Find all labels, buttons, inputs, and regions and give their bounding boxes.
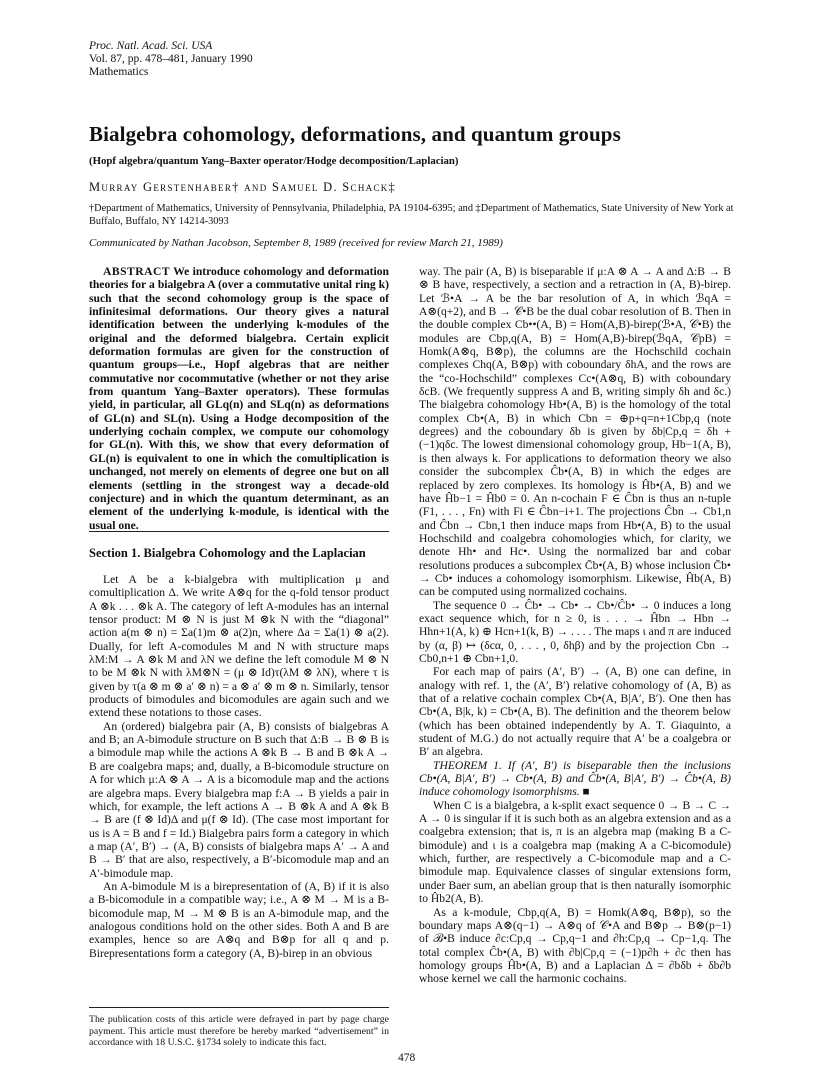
paragraph: An A-bimodule M is a birepresentation of (A, B) if it is also a B-bicomodule in a compatible way; i.e., A ⊗ M → M is a B-bicomodule map, M → M ⊗ B is an A-bimodule map, and the analogous conditions hold on the other sides. Both A and B are examples, hence so are A⊗q and B⊗p for all q and p. Birepresentations form a category (A, B)-birep in an obvious <box>89 879 389 960</box>
right-column <box>419 265 731 986</box>
paragraph: Let A be a k-bialgebra with multiplication μ and comultiplication Δ. We write A⊗q for the q-fold tensor product A ⊗k . . . ⊗k A. The category of left A-modules has an internal tensor product: M ⊗ N is just M ⊗k N with the “diagonal” action a(m ⊗ n) = Σa(1)m ⊗ a(2)n, where Δa = Σa(1) ⊗ a(2). Dually, for left A-comodules M and N with structure maps λM:M → A ⊗k M and λN we define the left comodule M ⊗ N to be M ⊗k N with λM⊗N = (μ ⊗ Id)τ(λM ⊗ λN), where τ is given by τ(a ⊗ m ⊗ a′ ⊗ n) = a ⊗ a′ ⊗ m ⊗ n. Similarly, tensor products of bimodules and bicomodules are again such and we extend these notations to those cases. <box>89 573 389 720</box>
section1-body <box>89 573 389 960</box>
abstract-label: ABSTRACT <box>103 265 171 278</box>
abstract-divider <box>89 531 389 532</box>
volume-line: Vol. 87, pp. 478–481, January 1990 <box>89 53 253 65</box>
paragraph: When C is a bialgebra, a k-split exact sequence 0 → B → C → A → 0 is singular if it is such both as an algebra extension and as a coalgebra extension; that is, π is an algebra map (making B a C-bimodule) and ι is a coalgebra map (making A a C-bicomodule) which, further, are respectively a C-bicomodule map and a C-bimodule map. Equivalence classes of singular extensions form, under Baer sum, an abelian group that is then naturally isomorphic to Ĥb2(A, B). <box>419 798 731 906</box>
section-heading: Section 1. Bialgebra Cohomology and the Laplacian <box>89 546 366 560</box>
page-number: 478 <box>398 1052 416 1064</box>
paragraph: As a k-module, Cbp,q(A, B) = Homk(A⊗q, B⊗p), so the boundary maps A⊗(q−1) → A⊗q of 𝒞•A and B⊗p → B⊗(p−1) of ℬ•B induce ∂c:Cp,q → Cp,q−1 and ∂h:Cp,q → Cp−1,q. The total complex Ĉb•(A, B) with ∂b|Cp,q = (−1)p∂h + ∂c then has homology groups Ĥb•(A, B) and a Laplacian Δ = ∂bδb + δb∂b whose kernel we call the harmonic cochains. <box>419 905 731 986</box>
abstract <box>89 265 389 532</box>
subject: Mathematics <box>89 66 149 78</box>
communicated-by: Communicated by Nathan Jacobson, September 8, 1989 (received for review March 21, 1989) <box>89 237 503 249</box>
journal-name: Proc. Natl. Acad. Sci. USA <box>89 40 213 52</box>
affiliation: †Department of Mathematics, University of Pennsylvania, Philadelphia, PA 19104-6395; and ‡Department of Mathematics, State University of New York at Buffalo, Buffalo, NY 14214-3093 <box>89 203 734 227</box>
journal-header <box>89 40 253 79</box>
authors: Murray Gerstenhaber† and Samuel D. Schack‡ <box>89 180 397 194</box>
abstract-text: We introduce cohomology and deformation theories for a bialgebra A (over a commutative unital ring k) such that the second cohomology group is the space of infinitesimal deformations. Our theory gives a natural identification between the underlying k-modules of the original and the deformed bialgebra. Certain explicit deformation formulas are given for the construction of quantum groups—i.e., Hopf algebras that are neither commutative nor cocommutative (whether or not they arise from quantum Yang–Baxter operators). These formulas yield, in particular, all GLq(n) and SLq(n) as deformations of GL(n) and SL(n). Using a Hodge decomposition of the underlying cochain complex, we compute our cohomology for GL(n). With this, we show that every deformation of GL(n) is equivalent to one in which the comultiplication is unchanged, not merely on elements of degree one but on all elements (settling in the strongest way a decade-old conjecture) and in which the quantum determinant, as an element of the underlying k-module, is identical with the usual one. <box>89 265 389 532</box>
paragraph: way. The pair (A, B) is biseparable if μ:A ⊗ A → A and Δ:B → B ⊗ B have, respectively, a section and a retraction in (A, B)-birep. Let ℬ•A → A be the bar resolution of A, in which ℬqA = A⊗(q+2), and B → 𝒞•B be the dual cobar resolution of B. Then in the double complex Cb••(A, B) = Hom(A,B)-birep(ℬ•A, 𝒞•B) the modules are Cbp,q(A, B) = Hom(A,B)-birep(ℬqA, 𝒞pB) = Homk(A⊗q, B⊗p), the columns are the Hochschild cochain complexes Chq(A, B⊗p) with coboundary δhA, and the rows are the “co-Hochschild” complexes Cc•(A⊗q, B) with coboundary δcB. (We frequently suppress A and B, writing simply δh and δc.) The bialgebra cohomology Hb•(A, B) is the homology of the total complex Cb•(A, B) in which Cbn = ⊕p+q=n+1Cbp,q (note degrees) and the coboundary δb is given by δb|Cp,q = δh + (−1)qδc. The lowest dimensional cohomology group, Hb−1(A, B), is then always k. For applications to deformation theory we also consider the subcomplex Ĉb•(A, B) in which the edges are replaced by zero complexes. Its homology is Ĥb•(A, B) and we have Ĥb−1 = Ĥb0 = 0. An n-cochain F ∈ Ĉbn is thus an n-tuple (F1, . . . , Fn) with Fi ∈ Ĉbn−i+1. The projections Ĉbn → Cb1,n and Ĉbn → Cbn,1 then induce maps from Hb•(A, B) to the usual Hochschild and coalgebra cohomologies which, for clarity, we denote Hh• and Hc•. Using the normalized bar and cobar resolutions produces a subcomplex C̄b•(A, B) whose inclusion C̄b• → Cb• induces a cohomology isomorphism. Likewise, Ĥb(A, B) can be computed using normalized cochains. <box>419 265 731 599</box>
paragraph: An (ordered) bialgebra pair (A, B) consists of bialgebras A and B; an A-bimodule structure on B such that Δ:B → B ⊗ B is a bimodule map while the actions A ⊗k B → B and B ⊗k A → B are coalgebra maps; and, dually, a B-bicomodule structure on A for which μ:A ⊗ A → A is a bicomodule map and the actions are algebra maps. Every bialgebra map f:A → B yields a pair in which, for example, the left actions A → B ⊗k A and A ⊗k B → B are (f ⊗ Id)Δ and μ(f ⊗ Id). (The case most important for us is A = B and f = Id.) Bialgebra pairs form a category in which a map (A′, B′) → (A, B) consists of bialgebra maps A′ → A and B → B′ that are also, respectively, a B′-bicomodule map and an A′-bimodule map. <box>89 719 389 880</box>
paragraph: For each map of pairs (A′, B′) → (A, B) one can define, in analogy with ref. 1, the (A′, B′) relative cohomology of (A, B) as that of a relative cochain complex Cb•(A, B|A′, B′). One then has Cb•(A, B|k, k) = Cb•(A, B). The definition and the theorem below (which has been obtained independently by A. T. Giaquinto, a student of M.G.) do not actually require that A′ be a coalgebra or B′ an algebra. <box>419 665 731 759</box>
footnote-divider <box>89 1007 389 1008</box>
footnote: The publication costs of this article were defrayed in part by page charge payment. This article must therefore be hereby marked “advertisement” in accordance with 18 U.S.C. §1734 solely to indicate this fact. <box>89 1014 389 1048</box>
keywords: (Hopf algebra/quantum Yang–Baxter operator/Hodge decomposition/Laplacian) <box>89 155 459 167</box>
paragraph: The sequence 0 → Ĉb• → Cb• → Cb•/Ĉb• → 0 induces a long exact sequence which, for n ≥ 0, is . . . → Ĥbn → Hbn → Hhn+1(A, k) ⊕ Hcn+1(k, B) → . . . . The maps ι and π are induced by (α, β) ↦ (δcα, 0, . . . , 0, δhβ) and by the projection Cbn → Cb0,n+1 ⊕ Cbn+1,0. <box>419 598 731 665</box>
paper-title: Bialgebra cohomology, deformations, and quantum groups <box>89 122 621 146</box>
theorem: THEOREM 1. If (A′, B′) is biseparable then the inclusions Cb•(A, B|A′, B′) → Cb•(A, B) and Ĉb•(A, B|A′, B′) → Ĉb•(A, B) induce cohomology isomorphisms. ■ <box>419 758 731 799</box>
